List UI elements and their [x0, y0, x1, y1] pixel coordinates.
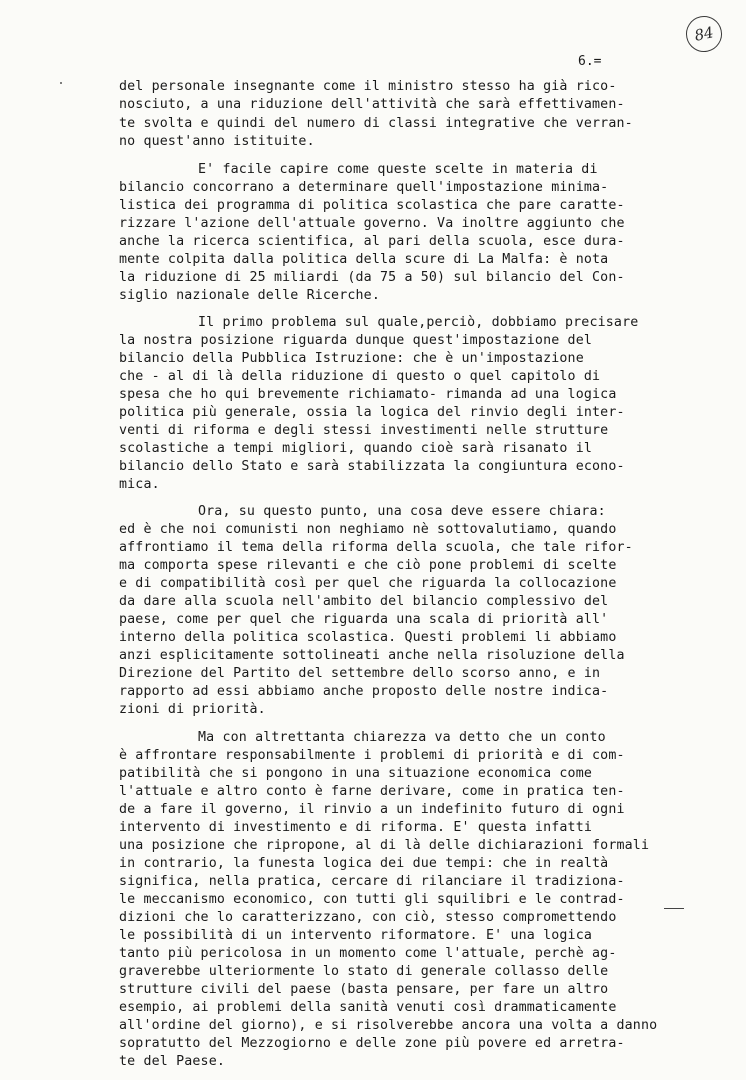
text-line: strutture civili del paese (basta pensare, per fare un altro [119, 982, 609, 997]
text-line: listica dei programma di politica scolastica che pare caratte- [119, 198, 625, 213]
text-line: venti di riforma e degli stessi investimenti nelle strutture [119, 423, 609, 438]
text-line: è affrontare responsabilmente i problemi di priorità e di com- [119, 748, 625, 763]
margin-dot [60, 82, 62, 84]
text-line: dizioni che lo caratterizzano, con ciò, stesso compromettendo [119, 910, 617, 925]
text-line: sopratutto del Mezzogiorno e delle zone più povere ed arretra- [119, 1036, 625, 1051]
text-line: esempio, ai problemi della sanità venuti così drammaticamente [119, 1000, 617, 1015]
text-line: intervento di investimento e di riforma. E' questa infatti [119, 820, 593, 835]
text-line: te svolta e quindi del numero di classi integrative che verran- [119, 116, 633, 131]
text-line: rapporto ad essi abbiamo anche proposto delle nostre indica- [119, 684, 609, 699]
text-line: le possibilità di un intervento riformatore. E' una logica [119, 928, 593, 943]
text-line: la riduzione di 25 miliardi (da 75 a 50) sul bilancio del Con- [119, 270, 625, 285]
text-line: in contrario, la funesta logica dei due tempi: che in realtà [119, 856, 609, 871]
text-line: le meccanismo economico, con tutti gli squilibri e le contrad- [119, 892, 625, 907]
text-line: patibilità che si pongono in una situazione economica come [119, 766, 593, 781]
text-line: anche la ricerca scientifica, al pari della scuola, esce dura- [119, 234, 625, 249]
text-line: ma comporta spese rilevanti e che ciò pone problemi di scelte [119, 558, 617, 573]
text-line: spesa che ho qui brevemente richiamato- rimanda ad una logica [119, 387, 617, 402]
text-line: politica più generale, ossia la logica del rinvio degli inter- [119, 405, 625, 420]
text-line: ed è che noi comunisti non neghiamo nè sottovalutiamo, quando [119, 522, 617, 537]
text-line: del personale insegnante come il ministro stesso ha già rico- [119, 79, 617, 94]
text-line: affrontiamo il tema della riforma della scuola, che tale rifor- [119, 540, 633, 555]
text-line: te del Paese. [119, 1054, 226, 1069]
text-line: anzi esplicitamente sottolineati anche nella risoluzione della [119, 648, 625, 663]
text-line: e di compatibilità così per quel che riguarda la collocazione [119, 576, 617, 591]
text-line: una posizione che ripropone, al di là delle dichiarazioni formali [119, 838, 650, 853]
text-line: de a fare il governo, il rinvio a un indefinito futuro di ogni [119, 802, 625, 817]
text-line: Ora, su questo punto, una cosa deve essere chiara: [198, 504, 606, 519]
text-line: paese, come per quel che riguarda una scala di priorità all' [119, 612, 609, 627]
text-line: l'attuale e altro conto è farne derivare, come in pratica ten- [119, 784, 625, 799]
text-line: E' facile capire come queste scelte in materia di [198, 162, 598, 177]
page-number: 6.= [578, 54, 602, 69]
text-line: Direzione del Partito del settembre dello scorso anno, e in [119, 666, 601, 681]
text-line: no quest'anno istituite. [119, 134, 315, 149]
text-line: la nostra posizione riguarda dunque quest'impostazione del [119, 333, 593, 348]
text-line: scolastiche a tempi migliori, quando cioè sarà risanato il [119, 441, 593, 456]
text-line: graverebbe ulteriormente lo stato di generale collasso delle [119, 964, 609, 979]
text-line: mente colpita dalla politica della scure di La Malfa: è nota [119, 252, 609, 267]
text-line: zioni di priorità. [119, 702, 266, 717]
text-line: significa, nella pratica, cercare di rilanciare il tradiziona- [119, 874, 625, 889]
text-line: mica. [119, 477, 160, 492]
text-line: che - al di là della riduzione di questo o quel capitolo di [119, 369, 601, 384]
text-line: tanto più pericolosa in un momento come l'attuale, perchè ag- [119, 946, 617, 961]
margin-dash [664, 908, 684, 909]
text-line: all'ordine del giorno), e si risolverebbe ancora una volta a danno [119, 1018, 658, 1033]
text-line: bilancio della Pubblica Istruzione: che è un'impostazione [119, 351, 584, 366]
text-line: rizzare l'azione dell'attuale governo. Va inoltre aggiunto che [119, 216, 625, 231]
stamp-number: 84 [692, 23, 716, 45]
text-line: nosciuto, a una riduzione dell'attività che sarà effettivamen- [119, 97, 625, 112]
text-line: bilancio concorrano a determinare quell'impostazione minima- [119, 180, 609, 195]
text-line: bilancio dello Stato e sarà stabilizzata la congiuntura econo- [119, 459, 625, 474]
text-line: siglio nazionale delle Ricerche. [119, 288, 380, 303]
text-line: Il primo problema sul quale,perciò, dobbiamo precisare [198, 315, 639, 330]
archive-stamp [683, 13, 726, 56]
text-line: Ma con altrettanta chiarezza va detto che un conto [198, 730, 606, 745]
text-line: da dare alla scuola nell'ambito del bilancio complessivo del [119, 594, 609, 609]
text-line: interno della politica scolastica. Questi problemi li abbiamo [119, 630, 617, 645]
